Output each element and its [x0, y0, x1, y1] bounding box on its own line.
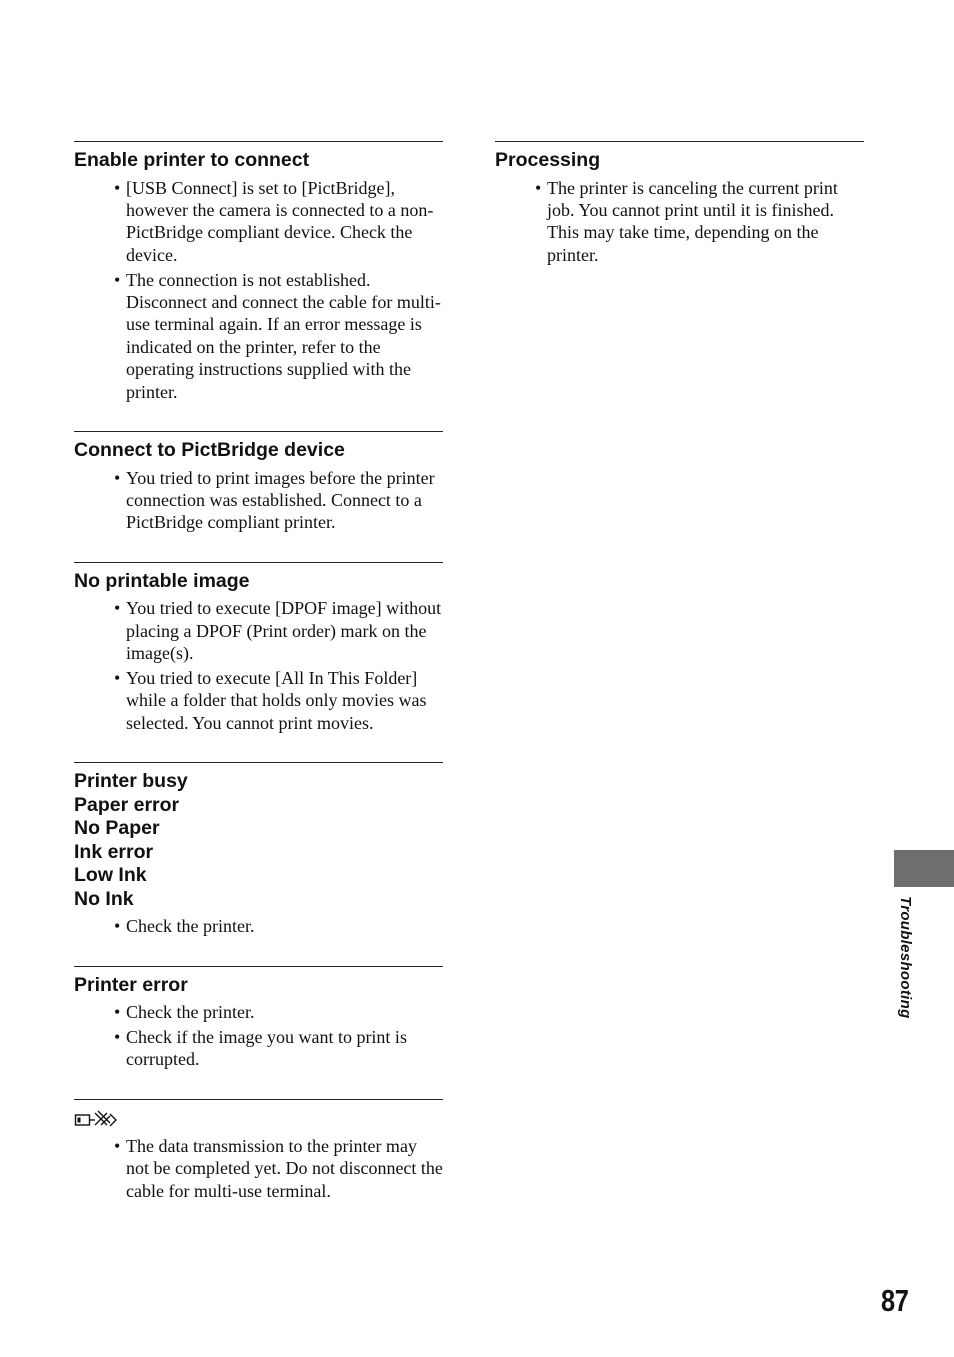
heading-line: Paper error	[74, 793, 180, 816]
bullet-list	[74, 467, 443, 534]
heading-line: No Paper	[74, 817, 160, 840]
bullet-item: • Check the printer.	[114, 1001, 443, 1023]
bullet-list	[74, 177, 443, 404]
section-printer-busy	[74, 762, 443, 937]
chapter-tab-marker	[894, 850, 954, 887]
bullet-item: • You tried to execute [DPOF image] without placing a DPOF (Print order) mark on the image(s).	[114, 597, 443, 664]
bullet-item: • The connection is not established. Disconnect and connect the cable for multi-use terminal again. If an error message is indicated on the printer, refer to the operating instructions supplied with the printer.	[114, 269, 443, 403]
bullet-item: • You tried to execute [All In This Folder] while a folder that holds only movies was selected. You cannot print movies.	[114, 667, 443, 734]
bullet-list	[495, 177, 864, 267]
chapter-tab-label: Troubleshooting	[897, 896, 914, 1019]
heading-line: Ink error	[74, 840, 154, 863]
bullet-item: • You tried to print images before the printer connection was established. Connect to a PictBridge compliant printer.	[114, 467, 443, 534]
section-heading: Printer error	[74, 973, 188, 996]
section-printer-error	[74, 966, 443, 1071]
pictbridge-connecting-icon	[74, 1109, 118, 1131]
left-column	[74, 141, 443, 1205]
section-heading: Enable printer to connect	[74, 149, 310, 171]
bullet-list	[74, 1135, 443, 1202]
bullet-item: • [USB Connect] is set to [PictBridge], however the camera is connected to a non-PictBridge compliant device. Check the device.	[114, 177, 443, 267]
section-heading: No printable image	[74, 569, 250, 592]
section-enable-printer	[74, 141, 443, 403]
bullet-item: • The printer is canceling the current print job. You cannot print until it is finished. This may take time, depending on the printer.	[535, 177, 864, 267]
section-transmission-note	[74, 1099, 443, 1202]
section-connect-pictbridge	[74, 431, 443, 534]
section-heading: Connect to PictBridge device	[74, 439, 345, 462]
heading-line: Printer busy	[74, 770, 188, 793]
bullet-item: • The data transmission to the printer may not be completed yet. Do not disconnect the cable for multi-use terminal.	[114, 1135, 443, 1202]
bullet-item: • Check if the image you want to print is corrupted.	[114, 1026, 443, 1071]
heading-line: No Ink	[74, 887, 134, 910]
section-processing	[495, 141, 864, 266]
heading-line: Low Ink	[74, 864, 147, 887]
bullet-list	[74, 597, 443, 734]
section-heading: Processing	[495, 149, 601, 171]
page-number: 87	[880, 1283, 908, 1318]
bullet-list	[74, 915, 443, 937]
section-no-printable-image	[74, 562, 443, 734]
bullet-item: • Check the printer.	[114, 915, 443, 937]
section-heading-group	[74, 770, 443, 911]
right-column	[495, 141, 864, 269]
bullet-list	[74, 1001, 443, 1071]
